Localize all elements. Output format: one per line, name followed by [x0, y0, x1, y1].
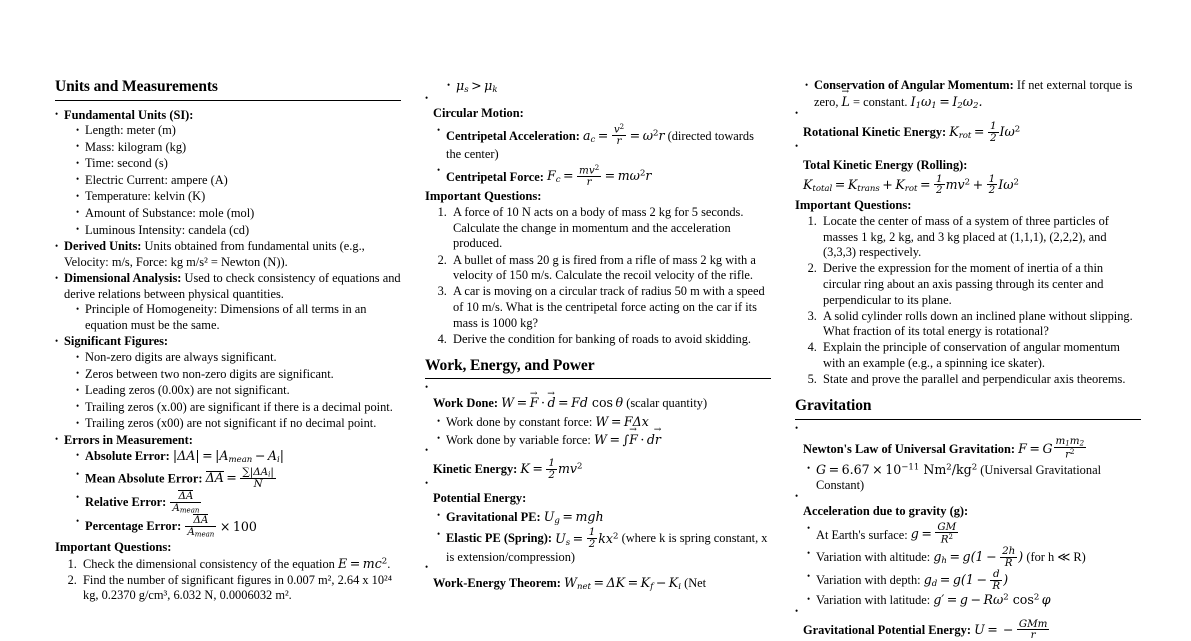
circular-motion-list — [425, 123, 771, 187]
variable-force-label: Work done by variable force: — [446, 432, 591, 447]
work-done-line — [427, 395, 771, 412]
list-item-fundamental-units — [55, 108, 401, 239]
work-done-note: (scalar quantity) — [626, 396, 708, 411]
list-item: 3. A car is moving on a circular track of radius 50 m with a speed of 10 m/s. What is the centripetal force acting on the car if its mass is 1000 kg? — [450, 284, 771, 331]
potential-energy-list — [425, 509, 771, 565]
list-item: • Temperature: kelvin (K) — [76, 189, 401, 205]
elastic-pe-note: (where k is spring constant, x is extension/compression) — [446, 531, 768, 564]
dimensional-analysis-sublist — [64, 302, 401, 333]
questions-list — [795, 214, 1141, 388]
significant-figures-label: Significant Figures: — [64, 334, 169, 349]
bullet-marker — [425, 482, 771, 491]
list-item-depth — [807, 569, 1141, 591]
absolute-error-formula: $|\Delta A| = |A_{mean} - A_i|$ — [172, 448, 284, 466]
heading-rule — [795, 419, 1141, 420]
list-item: 4. Explain the principle of conservation of angular momentum with an example (e.g., a spinning ice skater). — [820, 340, 1141, 371]
altitude-formula: $g_h = g(1$ − $\frac{2h}{R}$ ) — [933, 545, 1024, 569]
relative-error-formula: $\frac{\Delta A}{A_{mean}}$ — [172, 490, 200, 515]
gravitational-pe-label: Gravitational PE: — [446, 509, 541, 524]
derived-units-label: Derived Units: — [64, 239, 142, 254]
newton-law-label: Newton's Law of Universal Gravitation: — [803, 441, 1016, 456]
fundamental-units-sublist — [64, 123, 401, 238]
list-item: • Luminous Intensity: candela (cd) — [76, 223, 401, 239]
variable-force-formula: W = ∫F → · dr → — [594, 432, 661, 447]
list-item-significant-figures — [55, 334, 401, 431]
work-done-sublist — [425, 414, 771, 448]
work-energy-theorem-formula: $W_{net} = \Delta K = K_f - K_i$ — [564, 575, 681, 592]
list-item — [80, 556, 401, 573]
constant-force-formula: W = FΔx — [595, 414, 649, 430]
section-heading: Gravitation — [795, 397, 872, 415]
questions-list — [55, 556, 401, 604]
significant-figures-sublist — [64, 350, 401, 432]
mass-energy-formula: $E = mc^2$ — [337, 555, 388, 571]
work-done-label: Work Done: — [433, 396, 499, 411]
surface-label: At Earth's surface: — [816, 527, 908, 542]
kinetic-energy-formula: K = $\frac{1}{2}$ $mv^2$ — [520, 457, 583, 481]
list-item: 2. A bullet of mass 20 g is fired from a rifle of mass 2 kg with a velocity of 150 m/s. Calculate the recoil velocity of the rifle. — [450, 253, 771, 284]
question-tail: . — [387, 556, 391, 571]
list-item-gravitational-constant — [807, 462, 1141, 494]
list-item-surface — [807, 522, 1141, 546]
section-heading: Work, Energy, and Power — [425, 356, 595, 374]
list-item: • Principle of Homogeneity: Dimensions of all terms in an equation must be the same. — [76, 302, 401, 333]
centripetal-acceleration-formula: $a_c$ = $\frac{v^2}{r}$ = $\omega^2r$ — [582, 122, 665, 148]
surface-formula: g = $\frac{GM}{R^2}$ — [910, 520, 957, 546]
list-item: • Electric Current: ampere (A) — [76, 173, 401, 189]
bullet-marker — [795, 145, 1141, 158]
derived-units-text: Units obtained from fundamental units (e.g., Velocity: m/s, Force: kg m/s² = Newton (N)). — [64, 239, 365, 269]
bullet-marker — [425, 449, 771, 458]
errors-sublist — [64, 448, 401, 537]
list-item-centripetal-force — [437, 164, 771, 188]
constant-force-label: Work done by constant force: — [446, 415, 593, 430]
total-ke-label: Total Kinetic Energy (Rolling): — [803, 158, 968, 173]
centripetal-acceleration-note: (directed towards the center) — [446, 129, 754, 161]
questions-heading: Important Questions: — [425, 189, 542, 204]
gravitational-constant-note: (Universal Gravitational Constant) — [816, 462, 1102, 493]
dimensional-analysis-label: Dimensional Analysis: — [64, 271, 182, 286]
question-text: Check the dimensional consistency of the equation — [83, 556, 338, 571]
work-done-formula: W = F → · d → = Fd cos θ — [501, 395, 623, 410]
gpe-formula: U = − $\frac{\text{GMm}}{r}$ — [974, 617, 1048, 641]
column-1 — [55, 78, 401, 626]
dimensional-analysis-text: Used to check consistency of equations and derive relations between physical quantities. — [64, 271, 401, 301]
mean-absolute-error-label: Mean Absolute Error: — [85, 471, 203, 486]
units-list — [55, 108, 401, 538]
gravitational-constant-list — [795, 462, 1141, 494]
list-item-relative-error — [76, 490, 401, 513]
latitude-label: Variation with latitude: — [816, 593, 931, 608]
list-item: 3. A solid cylinder rolls down an inclined plane without slipping. What fraction of its total energy is rotational? — [820, 309, 1141, 340]
list-item: • Mass: kilogram (kg) — [76, 140, 401, 156]
fundamental-units-label: Fundamental Units (SI): — [64, 107, 194, 122]
work-energy-theorem-line — [427, 575, 771, 593]
bullet-marker — [795, 112, 1141, 121]
heading-rule — [55, 100, 401, 101]
gravitational-pe-formula: $U_g$ = mgh — [543, 508, 604, 526]
kinetic-energy-line — [427, 458, 771, 480]
rotational-ke-formula: $K_{rot}$ = $\frac{1}{2}$ $I\omega^2$ — [949, 120, 1021, 144]
list-item-centripetal-acceleration — [437, 123, 771, 162]
list-item-constant-force — [437, 414, 771, 431]
list-item: • Non-zero digits are always significant. — [76, 350, 401, 366]
list-item-gravitational-pe — [437, 509, 771, 527]
list-item-percentage-error — [76, 514, 401, 537]
total-ke-formula: $K_{total} = K_{trans} + K_{rot}$ = $\frac{1}{2}$ $mv^2$ + $\frac{1}{2}$ $I\omega^2$ — [803, 172, 1019, 197]
kinetic-energy-label: Kinetic Energy: — [433, 462, 518, 477]
list-item: 1. Locate the center of mass of a system of three particles of masses 1 kg, 2 kg, and 3 kg placed at (1,1,1), (2,2,2), and (3,3,3) respectively. — [820, 214, 1141, 261]
acceleration-gravity-heading: Acceleration due to gravity (g): — [803, 503, 969, 518]
list-item-latitude — [807, 592, 1141, 609]
rotational-ke-label: Rotational Kinetic Energy: — [803, 125, 947, 140]
centripetal-force-label: Centripetal Force: — [446, 169, 544, 184]
absolute-error-label: Absolute Error: — [85, 449, 170, 464]
list-item: • Length: meter (m) — [76, 123, 401, 139]
list-item-friction-coefficients — [447, 78, 771, 96]
list-item: 2. Derive the expression for the moment of inertia of a thin circular ring about an axis passing through its center and perpendicular to its plane. — [820, 261, 1141, 308]
percentage-error-label: Percentage Error: — [85, 519, 182, 534]
list-item-variable-force — [437, 432, 771, 449]
rotational-ke-line — [797, 121, 1141, 143]
relative-error-label: Relative Error: — [85, 495, 167, 510]
newton-law-line — [797, 436, 1141, 460]
total-ke-line — [797, 158, 1141, 196]
depth-label: Variation with depth: — [816, 573, 921, 588]
angular-momentum-formula: $I_1\omega_1 = I_2\omega_2$. — [910, 93, 983, 111]
percentage-multiplier: 100 — [232, 518, 257, 534]
angular-momentum-text-b: = constant. — [849, 94, 911, 109]
errors-label: Errors in Measurement: — [64, 432, 193, 447]
heading-rule — [425, 378, 771, 379]
gravitational-constant-formula: $G = 6.67 \times 10^{-11}$ $Nm^2/kg^2$ — [816, 461, 978, 477]
list-item-elastic-pe — [437, 527, 771, 565]
centripetal-force-formula: $F_c$ = $\frac{mv^2}{r}$ = $m\omega^2r$ — [546, 162, 652, 188]
list-item-dimensional-analysis — [55, 271, 401, 333]
bullet-marker — [795, 610, 1141, 619]
page-title: Units and Measurements — [55, 78, 218, 95]
angular-momentum-text-a: If net external torque is zero, — [814, 78, 1133, 109]
mean-absolute-error-formula: ΔA = $\frac{\sum|\Delta A_i|}{N}$ — [205, 466, 274, 490]
list-item: 1. A force of 10 N acts on a body of mass 2 kg for 5 seconds. Calculate the change in momentum and the acceleration produced. — [450, 205, 771, 252]
altitude-label: Variation with altitude: — [816, 550, 931, 565]
bullet-marker — [425, 386, 771, 395]
centripetal-acceleration-label: Centripetal Acceleration: — [446, 129, 580, 144]
questions-heading: Important Questions: — [55, 539, 172, 554]
angular-momentum-symbol: L → — [842, 94, 850, 109]
list-item-absolute-error — [76, 448, 401, 466]
bullet-marker — [795, 495, 1141, 504]
list-item-altitude — [807, 546, 1141, 568]
elastic-pe-formula: $U_s$ = $\frac{1}{2}$ $kx^2$ — [555, 526, 619, 550]
bullet-marker — [425, 97, 771, 106]
g-exponent: −11 — [901, 462, 920, 473]
acceleration-gravity-list — [795, 522, 1141, 609]
gravitational-pe-line — [797, 619, 1141, 641]
questions-heading: Important Questions: — [795, 197, 912, 212]
list-item-mean-absolute-error — [76, 467, 401, 489]
bullet-marker — [425, 566, 771, 575]
friction-tail-list — [425, 78, 771, 96]
bullet-marker — [795, 427, 1141, 436]
circular-motion-heading: Circular Motion: — [433, 105, 524, 120]
questions-list — [425, 205, 771, 347]
section-gravitation — [795, 397, 1141, 641]
list-item: • Amount of Substance: mole (mol) — [76, 206, 401, 222]
elastic-pe-label: Elastic PE (Spring): — [446, 531, 553, 546]
list-item: • Time: second (s) — [76, 156, 401, 172]
list-item: • Trailing zeros (x.00) are significant if there is a decimal point. — [76, 400, 401, 416]
work-energy-theorem-note: (Net — [684, 576, 707, 591]
percentage-error-formula: $\frac{\Delta A}{A_{mean}}$ × 100 — [187, 514, 257, 539]
column-2 — [425, 78, 771, 626]
latitude-formula: $g' = g - R\omega^2$ $\cos^2 \varphi$ — [933, 592, 1051, 608]
altitude-note: (for h ≪ R) — [1026, 550, 1086, 565]
newton-law-formula: F = G $\frac{m_1m_2}{r^2}$ — [1018, 434, 1085, 461]
list-item-derived-units — [55, 239, 401, 270]
angular-momentum-label: Conservation of Angular Momentum: — [814, 78, 1014, 92]
list-item: 2. Find the number of significant figures in 0.007 m², 2.64 x 10²⁴ kg, 0.2370 g/cm³, 6.032 N, 0.0006032 m². — [80, 573, 401, 604]
list-item: 4. Derive the condition for banking of roads to avoid skidding. — [450, 332, 771, 348]
column-3 — [795, 78, 1141, 641]
list-item: • Trailing zeros (x00) are not significant if no decimal point. — [76, 416, 401, 432]
angular-momentum-list — [795, 78, 1141, 111]
g-value: 6.67 — [841, 461, 870, 477]
list-item-conservation-angular-momentum — [805, 78, 1141, 111]
work-energy-theorem-label: Work-Energy Theorem: — [433, 576, 561, 591]
list-item: 5. State and prove the parallel and perpendicular axis theorems. — [820, 372, 1141, 388]
section-units-and-measurements — [55, 78, 401, 604]
gpe-label: Gravitational Potential Energy: — [803, 623, 971, 638]
three-column-layout — [55, 78, 1136, 641]
list-item: • Zeros between two non-zero digits are significant. — [76, 367, 401, 383]
list-item-errors-in-measurement — [55, 433, 401, 538]
section-work-energy-power — [425, 357, 771, 593]
list-item: • Leading zeros (0.00x) are not significant. — [76, 383, 401, 399]
depth-formula: $g_d = g(1$ − $\frac{d}{R}$ ) — [923, 568, 1009, 592]
potential-energy-heading: Potential Energy: — [433, 491, 527, 506]
friction-inequality-formula: $\mu_s > \mu_k$ — [456, 78, 498, 95]
